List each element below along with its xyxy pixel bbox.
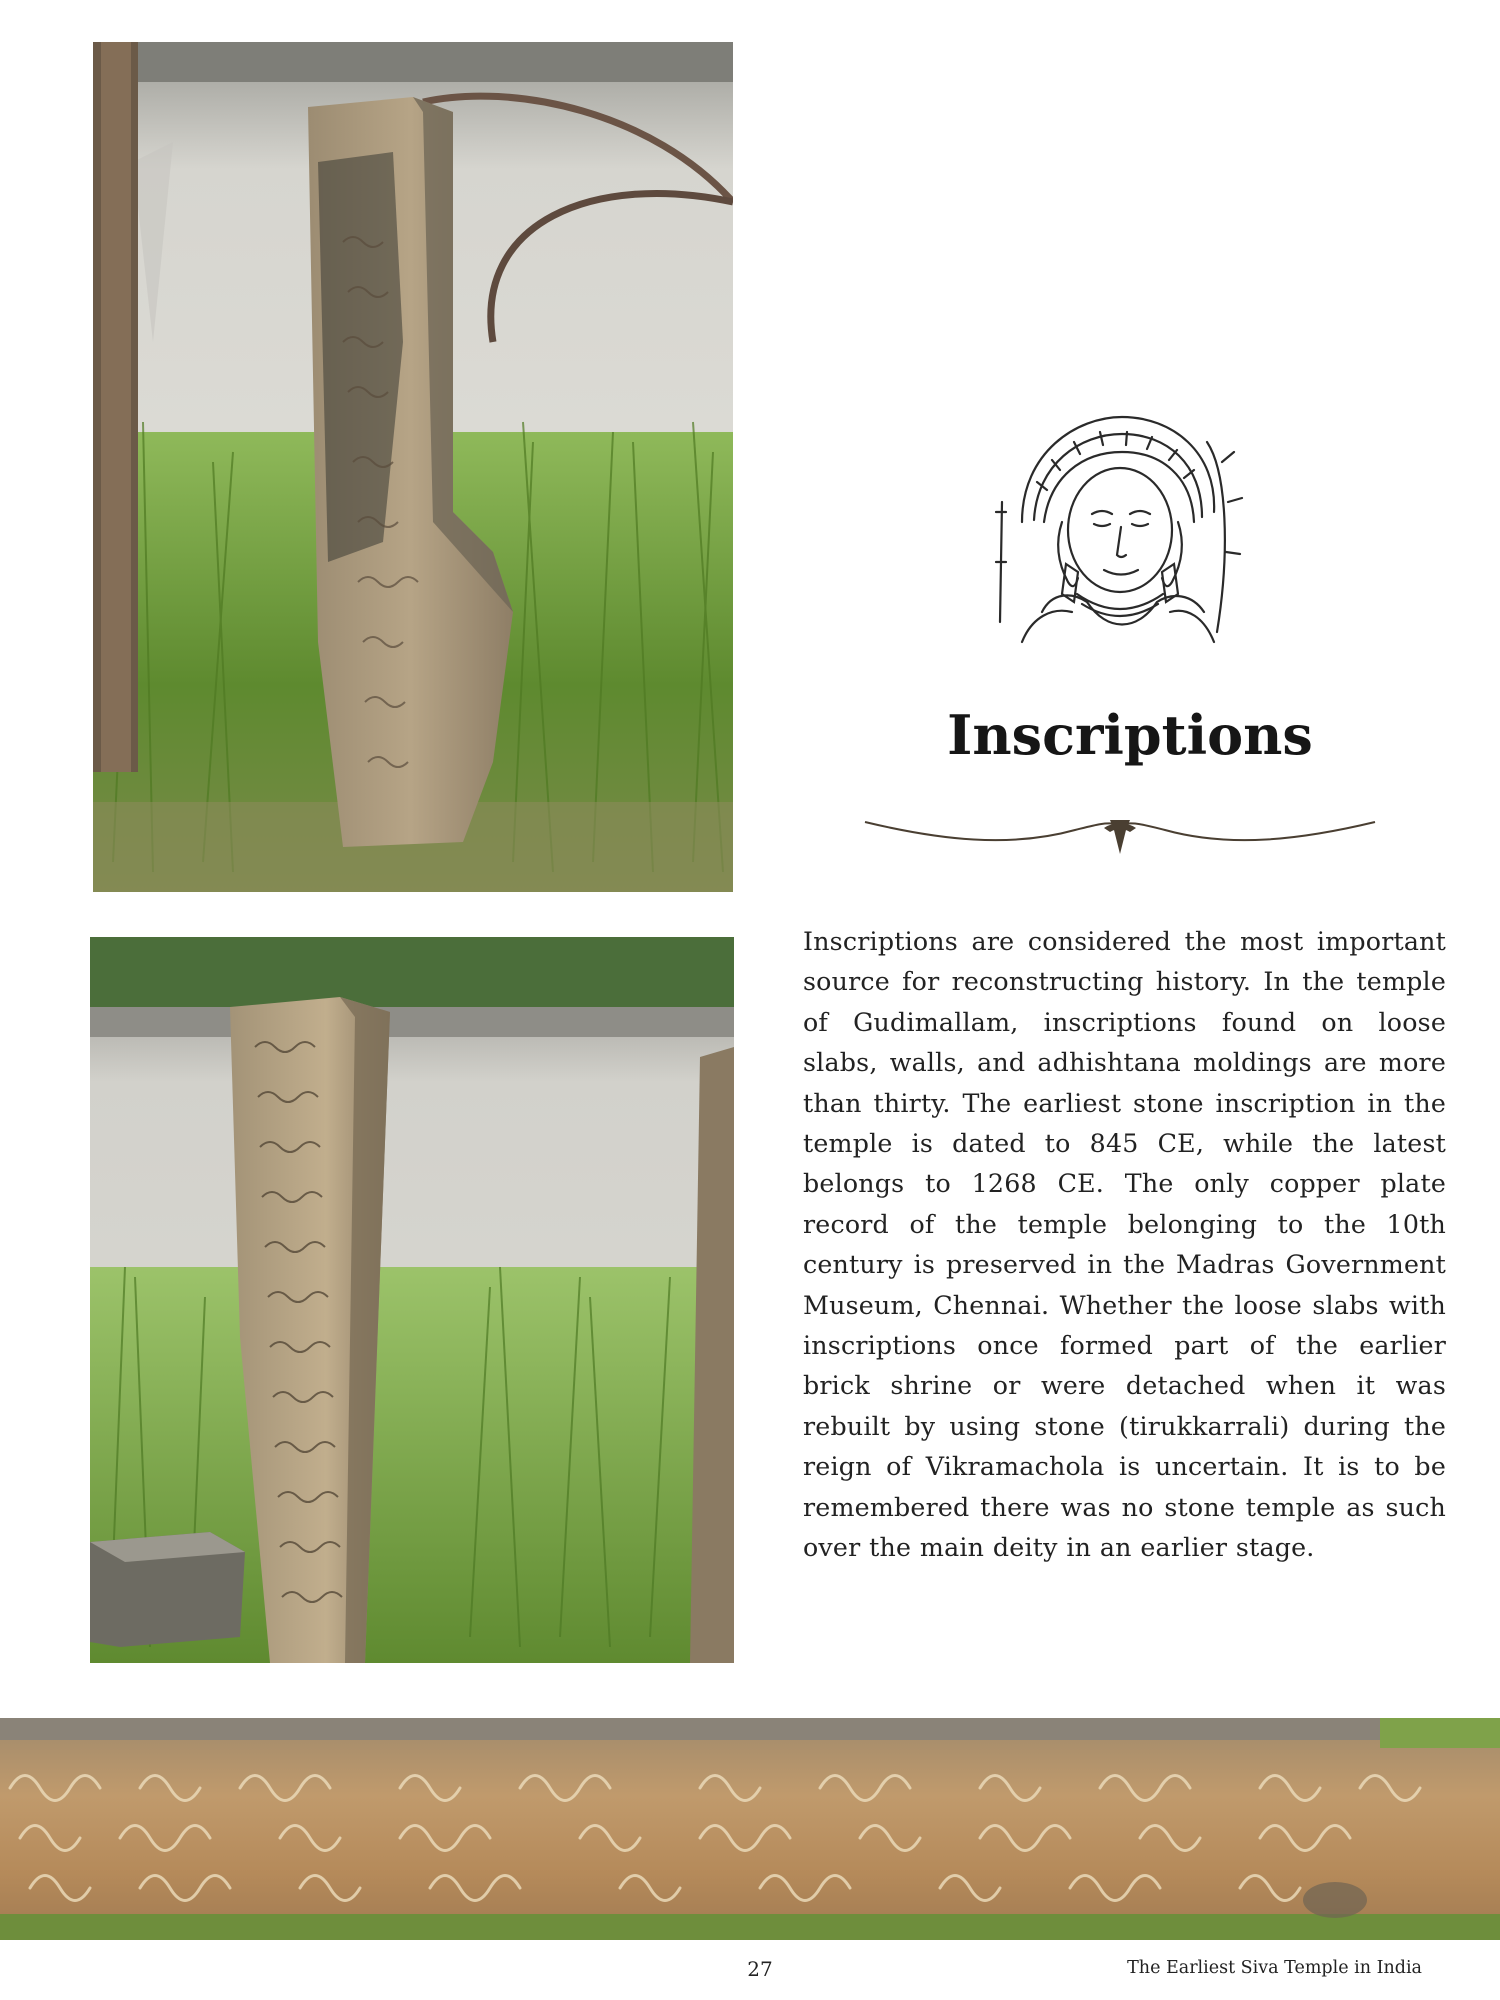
- page-number: 27: [747, 1957, 773, 1981]
- section-title: Inscriptions: [947, 703, 1313, 767]
- photo-inscribed-beam: [0, 1718, 1500, 1940]
- photo-inscribed-slab-upper: [93, 42, 733, 892]
- deity-head-sketch-icon: [982, 402, 1252, 672]
- body-paragraph: Inscriptions are considered the most important source for reconstructing history. In the temple of Gudimallam, inscriptions found on loose slabs, walls, and adhishtana moldings are more than thirty. The earliest stone inscription in the temple is dated to 845 CE, while the latest belongs to 1268 CE. The only copper plate record of the temple belonging to the 10th century is preserved in the Madras Government Museum, Chennai. Whether the loose slabs with inscriptions once formed part of the earlier brick shrine or were detached when it was rebuilt by using stone (tirukkarrali) during the reign of Vikramachola is uncertain. It is to be remembered there was no stone temple as such over the main deity in an earlier stage.: [803, 927, 1446, 1563]
- photo-inscribed-slab-lower: [90, 937, 734, 1663]
- running-title: The Earliest Siva Temple in India: [1127, 1958, 1422, 1978]
- title-flourish-ornament: [860, 800, 1380, 870]
